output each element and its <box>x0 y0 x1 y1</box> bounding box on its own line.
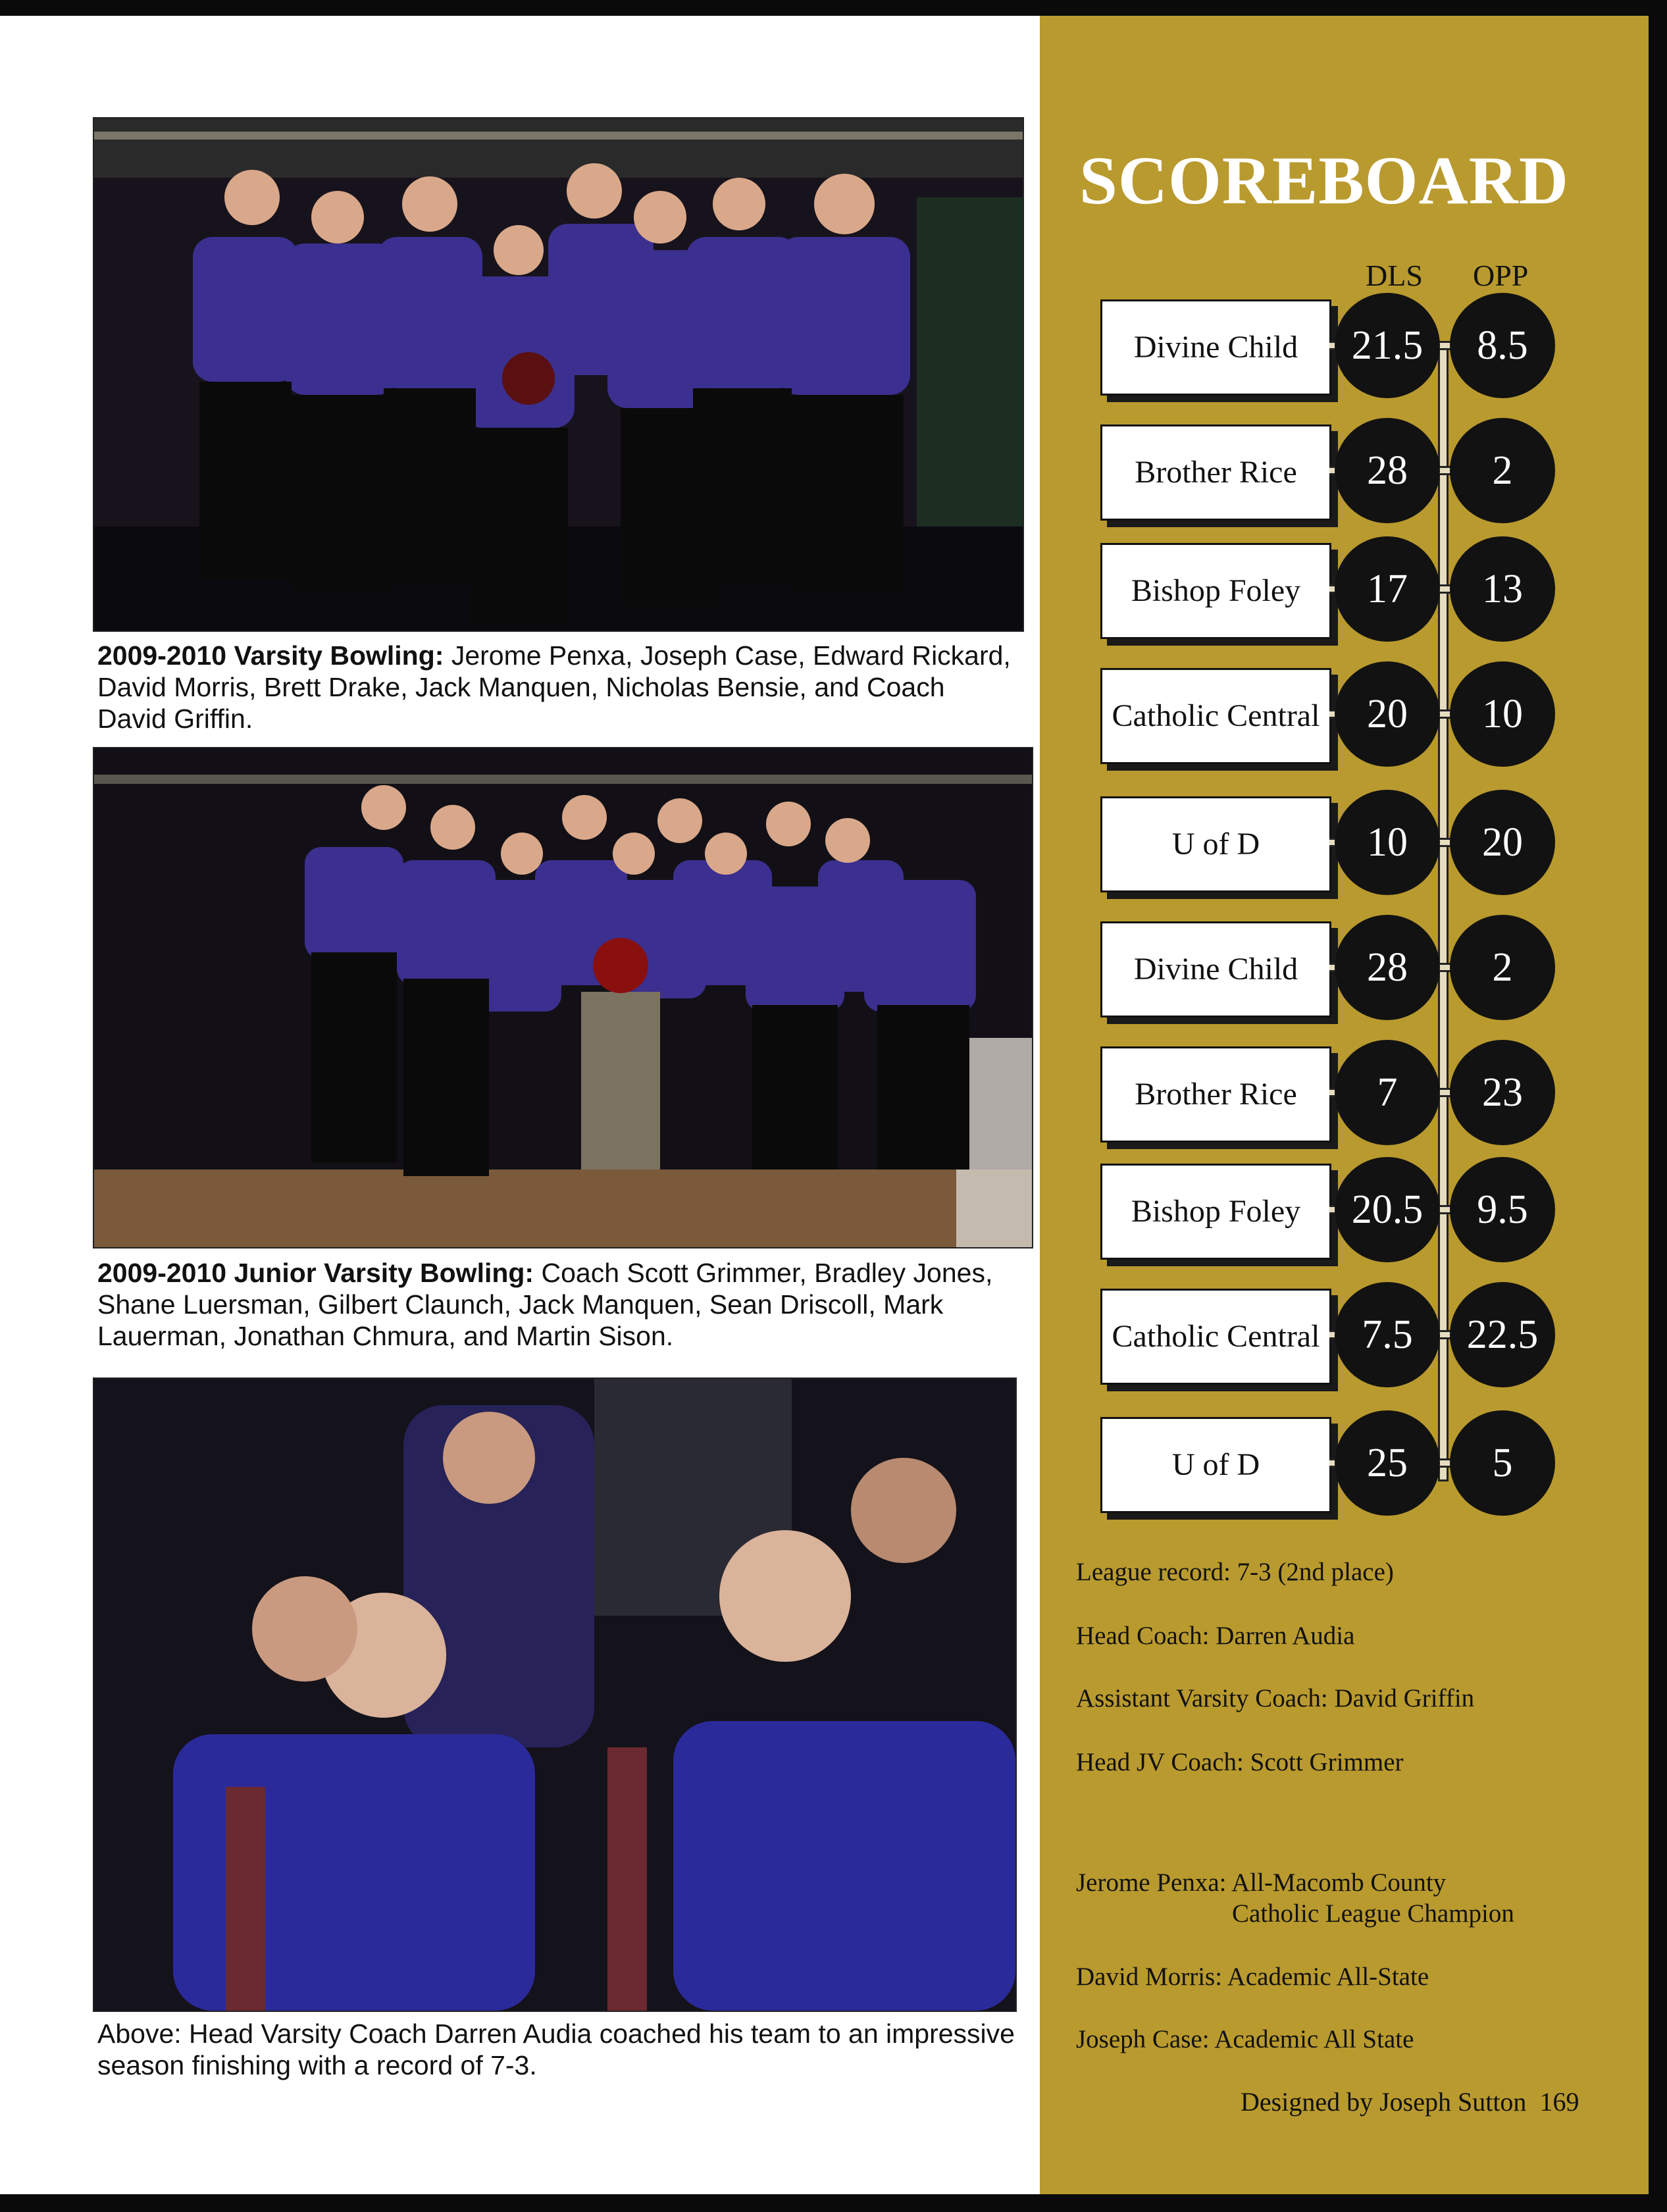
top-border <box>0 0 1667 16</box>
opp-score: 2 <box>1450 418 1555 523</box>
opponent-name: U of D <box>1171 1447 1260 1482</box>
scoreboard-spine <box>1438 342 1449 1481</box>
league-record: League record: 7-3 (2nd place) <box>1076 1558 1394 1586</box>
opp-score: 13 <box>1450 536 1555 642</box>
dls-score: 21.5 <box>1335 293 1440 398</box>
team-box <box>1100 796 1331 892</box>
opponent-name: Divine Child <box>1133 952 1298 987</box>
page-footer <box>1241 2086 1579 2117</box>
coach-photo <box>93 1377 1017 2012</box>
dls-score: 28 <box>1335 915 1440 1020</box>
bottom-border <box>0 2194 1667 2212</box>
team-box <box>1100 1289 1331 1385</box>
right-border <box>1649 0 1667 2212</box>
varsity-caption-text: Jerome Penxa, Joseph Case, Edward Rickard, David Morris, Brett Drake, Jack Manquen, Nicholas Bensie, and Coach David Griffin. <box>97 640 1011 734</box>
opponent-name: Brother Rice <box>1135 1077 1297 1112</box>
dls-score: 7 <box>1335 1040 1440 1145</box>
team-box <box>1100 921 1331 1017</box>
opp-score: 8.5 <box>1450 293 1555 398</box>
honor-penxa-line2: Catholic League Champion <box>1232 1899 1514 1928</box>
team-box <box>1100 543 1331 639</box>
team-box <box>1100 1164 1331 1260</box>
opp-score: 23 <box>1450 1040 1555 1145</box>
opponent-name: Brother Rice <box>1135 455 1297 490</box>
opp-score: 5 <box>1450 1410 1555 1516</box>
jv-coach: Head JV Coach: Scott Grimmer <box>1076 1748 1404 1776</box>
jv-caption <box>97 1257 1032 1352</box>
opponent-name: Bishop Foley <box>1131 1194 1301 1229</box>
dls-score: 10 <box>1335 790 1440 895</box>
team-box <box>1100 299 1331 396</box>
dls-score: 28 <box>1335 418 1440 523</box>
dls-score: 20.5 <box>1335 1157 1440 1262</box>
opp-score: 2 <box>1450 915 1555 1020</box>
varsity-team-photo <box>93 117 1024 632</box>
opp-score: 22.5 <box>1450 1282 1555 1387</box>
varsity-caption-label: 2009-2010 Varsity Bowling: <box>97 640 444 671</box>
opp-score: 9.5 <box>1450 1157 1555 1262</box>
team-box <box>1100 1046 1331 1143</box>
varsity-caption <box>97 640 1019 734</box>
dls-score: 17 <box>1335 536 1440 642</box>
head-coach: Head Coach: Darren Audia <box>1076 1622 1355 1650</box>
jv-team-photo <box>93 747 1033 1248</box>
jv-caption-label: 2009-2010 Junior Varsity Bowling: <box>97 1258 534 1288</box>
team-box <box>1100 668 1331 764</box>
opp-score: 20 <box>1450 790 1555 895</box>
dls-column-header: DLS <box>1366 259 1423 292</box>
opponent-name: U of D <box>1171 827 1260 862</box>
dls-score: 7.5 <box>1335 1282 1440 1387</box>
dls-score: 20 <box>1335 661 1440 767</box>
scoreboard-title: SCOREBOARD <box>1079 143 1569 219</box>
opponent-name: Catholic Central <box>1112 698 1320 733</box>
coach-caption-text: Above: Head Varsity Coach Darren Audia coached his team to an impressive season finishing with a record of 7-3. <box>97 2019 1015 2080</box>
opponent-name: Divine Child <box>1133 330 1298 365</box>
coach-caption <box>97 2018 1019 2081</box>
page-number: 169 <box>1539 2087 1579 2117</box>
opp-column-header: OPP <box>1473 259 1529 292</box>
honor-morris: David Morris: Academic All-State <box>1076 1963 1429 1991</box>
opponent-name: Bishop Foley <box>1131 573 1301 608</box>
dls-score: 25 <box>1335 1410 1440 1516</box>
honor-penxa-line1: Jerome Penxa: All-Macomb County <box>1076 1868 1447 1897</box>
opp-score: 10 <box>1450 661 1555 767</box>
opponent-name: Catholic Central <box>1112 1319 1320 1354</box>
team-box <box>1100 1417 1331 1513</box>
team-box <box>1100 424 1331 521</box>
honor-case: Joseph Case: Academic All State <box>1076 2025 1414 2053</box>
designer-credit: Designed by Joseph Sutton <box>1241 2087 1527 2117</box>
jv-caption-text: Coach Scott Grimmer, Bradley Jones, Shane Luersman, Gilbert Claunch, Jack Manquen, Sean Driscoll, Mark Lauerman, Jonathan Chmura, and Martin Sison. <box>97 1258 993 1351</box>
assistant-coach: Assistant Varsity Coach: David Griffin <box>1076 1684 1475 1712</box>
